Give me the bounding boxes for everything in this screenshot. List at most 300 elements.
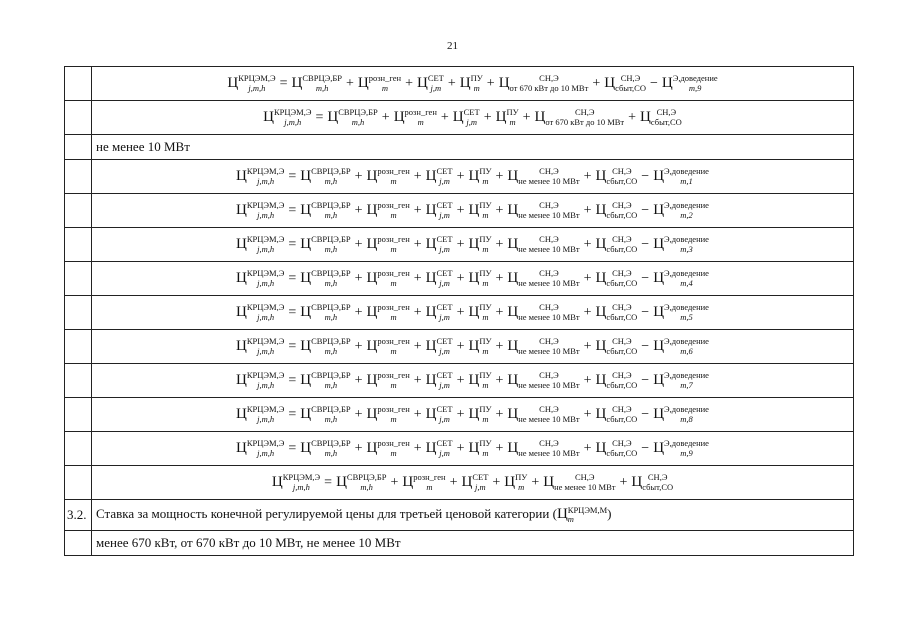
plus-sign: + bbox=[413, 338, 422, 354]
plus-sign: + bbox=[495, 304, 504, 320]
term-sup: ПУ bbox=[515, 472, 528, 483]
dovedenie-term bbox=[653, 270, 709, 287]
term-base: Ц bbox=[468, 405, 480, 422]
row-number-cell bbox=[65, 531, 92, 556]
term-sup: СВРЦЭ,БР bbox=[302, 73, 342, 84]
term-base: Ц bbox=[507, 201, 519, 218]
term-sup: ПУ bbox=[479, 438, 492, 449]
plus-sign: + bbox=[413, 406, 422, 422]
term-base: Ц bbox=[543, 473, 555, 490]
term-base: Ц bbox=[595, 371, 607, 388]
term-sup: Э,доведение bbox=[664, 336, 709, 347]
pu-term bbox=[460, 75, 483, 92]
formula bbox=[236, 404, 709, 424]
formula bbox=[236, 336, 709, 356]
plus-sign: + bbox=[456, 372, 465, 388]
term-sup: розн_ген bbox=[377, 404, 410, 415]
plus-sign: + bbox=[456, 304, 465, 320]
plus-sign: + bbox=[447, 75, 456, 91]
term-base: Ц bbox=[507, 405, 519, 422]
pu-term bbox=[504, 474, 527, 491]
term-sub: m bbox=[381, 82, 388, 93]
term-sub: m bbox=[482, 447, 489, 458]
term-sup: ПУ bbox=[479, 336, 492, 347]
term-base: Ц bbox=[393, 108, 405, 125]
term-base: Ц bbox=[595, 235, 607, 252]
term-sup: КРЦЭМ,Э bbox=[246, 268, 285, 279]
term-base: Ц bbox=[236, 201, 247, 218]
term-sub: j,m bbox=[439, 209, 450, 220]
dovedenie-term bbox=[653, 440, 709, 457]
term-sub: m,h bbox=[324, 243, 338, 254]
set-term bbox=[426, 372, 453, 389]
term-base: Ц bbox=[653, 269, 665, 286]
term-sup: СН,Э bbox=[539, 370, 559, 381]
set-term bbox=[426, 202, 453, 219]
row-number-cell bbox=[65, 194, 92, 228]
term-sup: СН,Э bbox=[539, 336, 559, 347]
plus-sign: + bbox=[495, 406, 504, 422]
term-sub: от 670 кВт до 10 МВт bbox=[509, 82, 589, 93]
term-base: Ц bbox=[366, 269, 378, 286]
term-base: Ц bbox=[366, 167, 378, 184]
term-sub: m bbox=[426, 481, 433, 492]
term-sub: j,m bbox=[439, 413, 450, 424]
term-sup: СВРЦЭ,БР bbox=[311, 404, 351, 415]
rozn-gen-term bbox=[367, 304, 410, 321]
term-base: Ц bbox=[653, 405, 665, 422]
plus-sign: + bbox=[381, 109, 390, 125]
dovedenie-term bbox=[662, 75, 718, 92]
sn-term bbox=[535, 109, 625, 126]
plus-sign: + bbox=[354, 236, 363, 252]
term-sup: СЕТ bbox=[436, 336, 453, 347]
table-row bbox=[65, 101, 854, 135]
term-base: Ц bbox=[595, 405, 607, 422]
plus-sign: + bbox=[495, 372, 504, 388]
formula bbox=[236, 166, 709, 186]
term-base: Ц bbox=[653, 337, 665, 354]
term-sup: СВРЦЭ,БР bbox=[311, 234, 351, 245]
term-base: Ц bbox=[425, 167, 437, 184]
minus-sign: − bbox=[641, 304, 650, 320]
pu-term bbox=[468, 270, 491, 287]
price-lhs-term bbox=[236, 406, 284, 423]
plus-sign: + bbox=[456, 406, 465, 422]
term-sup: ПУ bbox=[479, 166, 492, 177]
formula-cell bbox=[92, 160, 854, 194]
term-base: Ц bbox=[271, 473, 283, 490]
plus-sign: + bbox=[413, 372, 422, 388]
row-number-cell bbox=[65, 330, 92, 364]
term-base: Ц bbox=[357, 74, 369, 91]
term-base: Ц bbox=[336, 473, 347, 490]
term-sub: j,m bbox=[439, 447, 450, 458]
term-sup: СН,Э bbox=[612, 268, 632, 279]
term-sub: j,m,h bbox=[284, 116, 302, 127]
term-sub: m,1 bbox=[680, 175, 693, 186]
term-sup: СН,Э bbox=[612, 200, 632, 211]
term-sub: сбыт,СО bbox=[606, 243, 638, 254]
term-sup: СВРЦЭ,БР bbox=[338, 107, 378, 118]
row-number-cell bbox=[65, 160, 92, 194]
term-sup: СЕТ bbox=[436, 370, 453, 381]
category-list: менее 670 кВт, от 670 кВт до 10 МВт, не менее 10 МВт bbox=[92, 531, 854, 556]
plus-sign: + bbox=[456, 202, 465, 218]
pu-term bbox=[468, 236, 491, 253]
term-base: Ц bbox=[366, 405, 378, 422]
term-base: Ц bbox=[236, 269, 247, 286]
plus-sign: + bbox=[354, 304, 363, 320]
term-sup: СН,Э bbox=[612, 370, 632, 381]
row-number-cell bbox=[65, 398, 92, 432]
term-sup: Э,доведение bbox=[664, 200, 709, 211]
term-sup: СН,Э bbox=[539, 200, 559, 211]
term-sub: сбыт,СО bbox=[606, 447, 638, 458]
term-sup: СВРЦЭ,БР bbox=[311, 200, 351, 211]
sn-term bbox=[507, 406, 579, 423]
term-sub: j,m bbox=[439, 175, 450, 186]
term-base: Ц bbox=[425, 439, 437, 456]
term-sub: сбыт,СО bbox=[606, 413, 638, 424]
term-sub: не менее 10 МВт bbox=[518, 379, 580, 390]
term-base: Ц bbox=[236, 337, 247, 354]
minus-sign: − bbox=[641, 270, 650, 286]
formula-cell bbox=[92, 296, 854, 330]
term-base: Ц bbox=[300, 337, 312, 354]
set-term bbox=[426, 440, 453, 457]
price-lhs-term bbox=[236, 440, 284, 457]
row-number-cell bbox=[65, 296, 92, 330]
term-base: Ц bbox=[595, 167, 607, 184]
plus-sign: + bbox=[354, 372, 363, 388]
term-sub: j,m,h bbox=[257, 243, 275, 254]
term-sub: не менее 10 МВт bbox=[518, 311, 580, 322]
term-base: Ц bbox=[507, 439, 519, 456]
dovedenie-term bbox=[653, 236, 709, 253]
term-sub: m bbox=[390, 413, 397, 424]
sn-term bbox=[507, 202, 579, 219]
term-sub: m bbox=[417, 116, 424, 127]
set-term bbox=[453, 109, 480, 126]
term-base: Ц bbox=[452, 108, 464, 125]
eq-sign: = bbox=[288, 406, 297, 422]
term-base: Ц bbox=[425, 337, 437, 354]
symbol-base: Ц bbox=[556, 506, 568, 523]
formula-cell bbox=[92, 228, 854, 262]
term-base: Ц bbox=[595, 337, 607, 354]
term-sub: m,h bbox=[351, 116, 365, 127]
eq-sign: = bbox=[324, 474, 333, 490]
term-base: Ц bbox=[631, 473, 643, 490]
formula bbox=[236, 234, 709, 254]
term-sup: КРЦЭМ,Э bbox=[282, 472, 321, 483]
plus-sign: + bbox=[354, 338, 363, 354]
term-sub: m,9 bbox=[680, 447, 693, 458]
table-row bbox=[65, 432, 854, 466]
term-base: Ц bbox=[468, 439, 480, 456]
term-base: Ц bbox=[507, 235, 519, 252]
rozn-gen-term bbox=[358, 75, 401, 92]
term-sup: розн_ген bbox=[368, 73, 402, 84]
rozn-gen-term bbox=[367, 338, 410, 355]
plus-sign: + bbox=[456, 440, 465, 456]
term-sub: m,5 bbox=[680, 311, 693, 322]
term-base: Ц bbox=[498, 74, 510, 91]
term-base: Ц bbox=[236, 439, 247, 456]
term-base: Ц bbox=[236, 235, 247, 252]
term-sub: m bbox=[390, 277, 397, 288]
term-base: Ц bbox=[595, 269, 607, 286]
price-lhs-term bbox=[236, 202, 284, 219]
svrc-term bbox=[300, 406, 350, 423]
sbyt-term bbox=[596, 304, 638, 321]
plus-sign: + bbox=[354, 270, 363, 286]
term-sup: ПУ bbox=[479, 404, 492, 415]
eq-sign: = bbox=[315, 109, 324, 125]
plus-sign: + bbox=[486, 75, 495, 91]
term-base: Ц bbox=[300, 269, 312, 286]
term-sup: СЕТ bbox=[436, 438, 453, 449]
term-base: Ц bbox=[366, 371, 378, 388]
plus-sign: + bbox=[413, 304, 422, 320]
term-sub: m bbox=[482, 175, 489, 186]
term-sup: розн_ген bbox=[377, 234, 410, 245]
term-sup: СН,Э bbox=[647, 472, 668, 483]
term-base: Ц bbox=[300, 439, 312, 456]
term-sup: КРЦЭМ,Э bbox=[246, 370, 285, 381]
table-row bbox=[65, 194, 854, 228]
term-sup: СН,Э bbox=[612, 302, 632, 313]
plus-sign: + bbox=[354, 202, 363, 218]
term-sup: СН,Э bbox=[612, 404, 632, 415]
term-sub: j,m bbox=[439, 243, 450, 254]
term-sup: розн_ген bbox=[377, 370, 410, 381]
sn-term bbox=[507, 168, 579, 185]
table-row bbox=[65, 531, 854, 556]
term-sub: m bbox=[390, 447, 397, 458]
minus-sign: − bbox=[641, 440, 650, 456]
term-sup: СН,Э bbox=[612, 336, 632, 347]
dovedenie-term bbox=[653, 202, 709, 219]
term-sub: j,m,h bbox=[248, 82, 266, 93]
term-base: Ц bbox=[227, 74, 239, 91]
term-sup: СВРЦЭ,БР bbox=[311, 166, 351, 177]
term-sup: СВРЦЭ,БР bbox=[311, 438, 351, 449]
plus-sign: + bbox=[413, 440, 422, 456]
term-base: Ц bbox=[300, 303, 312, 320]
term-sub: j,m bbox=[466, 116, 477, 127]
symbol-sub: m bbox=[567, 514, 574, 525]
term-base: Ц bbox=[366, 201, 378, 218]
term-sup: СЕТ bbox=[436, 268, 453, 279]
term-base: Ц bbox=[366, 439, 378, 456]
plus-sign: + bbox=[583, 406, 592, 422]
term-base: Ц bbox=[366, 235, 378, 252]
term-sub: сбыт,СО bbox=[606, 209, 638, 220]
term-sub: j,m bbox=[439, 345, 450, 356]
formula-cell bbox=[92, 262, 854, 296]
term-base: Ц bbox=[468, 303, 480, 320]
rozn-gen-term bbox=[367, 202, 410, 219]
term-base: Ц bbox=[507, 269, 519, 286]
term-sup: СН,Э bbox=[612, 438, 632, 449]
svrc-term bbox=[300, 338, 350, 355]
term-sup: СВРЦЭ,БР bbox=[311, 370, 351, 381]
term-sup: розн_ген bbox=[404, 107, 437, 118]
row-number-cell bbox=[65, 364, 92, 398]
plus-sign: + bbox=[583, 202, 592, 218]
section-row bbox=[65, 500, 854, 531]
term-base: Ц bbox=[425, 303, 437, 320]
minus-sign: − bbox=[649, 75, 658, 91]
term-sub: m,h bbox=[360, 481, 373, 492]
term-base: Ц bbox=[653, 439, 665, 456]
term-sub: m bbox=[390, 243, 397, 254]
term-sup: Э,доведение bbox=[664, 234, 709, 245]
set-term bbox=[426, 304, 453, 321]
table-row bbox=[65, 67, 854, 101]
sn-term bbox=[543, 474, 615, 491]
term-sup: розн_ген bbox=[377, 438, 410, 449]
set-term bbox=[426, 406, 453, 423]
table-row bbox=[65, 160, 854, 194]
minus-sign: − bbox=[641, 236, 650, 252]
term-sub: m,h bbox=[324, 379, 338, 390]
term-sub: не менее 10 МВт bbox=[518, 243, 580, 254]
term-base: Ц bbox=[504, 473, 516, 490]
set-term bbox=[426, 270, 453, 287]
term-sup: СН,Э bbox=[539, 234, 559, 245]
plus-sign: + bbox=[390, 474, 399, 490]
term-base: Ц bbox=[653, 201, 665, 218]
term-sup: СН,Э bbox=[612, 166, 632, 177]
table-row bbox=[65, 228, 854, 262]
formula bbox=[263, 107, 682, 127]
term-sup: КРЦЭМ,Э bbox=[246, 438, 285, 449]
term-sup: СВРЦЭ,БР bbox=[346, 472, 387, 483]
sbyt-term bbox=[596, 270, 638, 287]
plus-sign: + bbox=[495, 440, 504, 456]
term-sup: СЕТ bbox=[436, 404, 453, 415]
term-base: Ц bbox=[425, 269, 437, 286]
sn-term bbox=[499, 75, 589, 92]
term-base: Ц bbox=[300, 167, 312, 184]
term-sub: сбыт,СО bbox=[650, 116, 682, 127]
rozn-gen-term bbox=[367, 372, 410, 389]
rozn-gen-term bbox=[367, 406, 410, 423]
section-title-text: Ставка за мощность конечной регулируемой цены для третьей ценовой категории ( bbox=[96, 506, 557, 522]
rozn-gen-term bbox=[367, 236, 410, 253]
term-sup: СН,Э bbox=[574, 472, 595, 483]
term-sub: m bbox=[390, 311, 397, 322]
term-sup: КРЦЭМ,Э bbox=[246, 302, 285, 313]
pu-term bbox=[468, 440, 491, 457]
svrc-term bbox=[327, 109, 377, 126]
pu-term bbox=[468, 406, 491, 423]
rozn-gen-term bbox=[367, 168, 410, 185]
plus-sign: + bbox=[456, 168, 465, 184]
eq-sign: = bbox=[288, 338, 297, 354]
svrc-term bbox=[300, 236, 350, 253]
term-sub: m bbox=[482, 345, 489, 356]
term-sup: розн_ген bbox=[413, 472, 446, 483]
eq-sign: = bbox=[288, 236, 297, 252]
dovedenie-term bbox=[653, 372, 709, 389]
sbyt-term bbox=[596, 168, 638, 185]
term-sup: СН,Э bbox=[539, 73, 559, 84]
term-sub: m bbox=[518, 481, 525, 492]
term-sub: m,7 bbox=[680, 379, 693, 390]
term-base: Ц bbox=[416, 74, 428, 91]
svrc-term bbox=[300, 304, 350, 321]
plus-sign: + bbox=[413, 236, 422, 252]
term-sub: m bbox=[482, 413, 489, 424]
formula bbox=[271, 472, 674, 492]
term-sup: СЕТ bbox=[427, 73, 444, 84]
term-sup: СН,Э bbox=[574, 107, 595, 118]
minus-sign: − bbox=[641, 168, 650, 184]
formula-cell bbox=[92, 101, 854, 135]
term-sup: СН,Э bbox=[656, 107, 677, 118]
term-sub: m bbox=[482, 209, 489, 220]
plus-sign: + bbox=[583, 236, 592, 252]
term-sub: m bbox=[482, 379, 489, 390]
term-sup: розн_ген bbox=[377, 302, 410, 313]
rozn-gen-term bbox=[367, 270, 410, 287]
term-sub: m,8 bbox=[680, 413, 693, 424]
term-sub: от 670 кВт до 10 МВт bbox=[545, 116, 625, 127]
plus-sign: + bbox=[495, 270, 504, 286]
term-base: Ц bbox=[468, 371, 480, 388]
plus-sign: + bbox=[456, 270, 465, 286]
term-sub: j,m,h bbox=[257, 379, 275, 390]
term-sup: ПУ bbox=[470, 73, 483, 84]
sbyt-term bbox=[596, 406, 638, 423]
sbyt-term bbox=[640, 109, 682, 126]
term-base: Ц bbox=[263, 108, 275, 125]
term-sup: Э,доведение bbox=[664, 268, 709, 279]
table-row bbox=[65, 135, 854, 160]
term-sup: ПУ bbox=[479, 268, 492, 279]
term-base: Ц bbox=[507, 303, 519, 320]
term-sub: m,h bbox=[324, 277, 338, 288]
term-base: Ц bbox=[236, 405, 247, 422]
pu-term bbox=[468, 304, 491, 321]
dovedenie-term bbox=[653, 168, 709, 185]
plus-sign: + bbox=[354, 168, 363, 184]
term-sup: СЕТ bbox=[436, 234, 453, 245]
term-sub: j,m bbox=[475, 481, 486, 492]
term-sub: j,m,h bbox=[257, 209, 275, 220]
price-lhs-term bbox=[236, 168, 284, 185]
term-sub: j,m bbox=[439, 379, 450, 390]
svrc-term bbox=[300, 440, 350, 457]
term-sub: j,m,h bbox=[257, 447, 275, 458]
sbyt-term bbox=[604, 75, 646, 92]
term-sup: СВРЦЭ,БР bbox=[311, 336, 351, 347]
pu-term bbox=[468, 168, 491, 185]
table-row bbox=[65, 398, 854, 432]
term-base: Ц bbox=[653, 167, 665, 184]
term-sup: СЕТ bbox=[436, 302, 453, 313]
table-row bbox=[65, 364, 854, 398]
term-sub: сбыт,СО bbox=[642, 481, 674, 492]
plus-sign: + bbox=[583, 440, 592, 456]
formula-cell bbox=[92, 466, 854, 500]
price-lhs-term bbox=[236, 304, 284, 321]
price-lhs-term bbox=[236, 372, 284, 389]
